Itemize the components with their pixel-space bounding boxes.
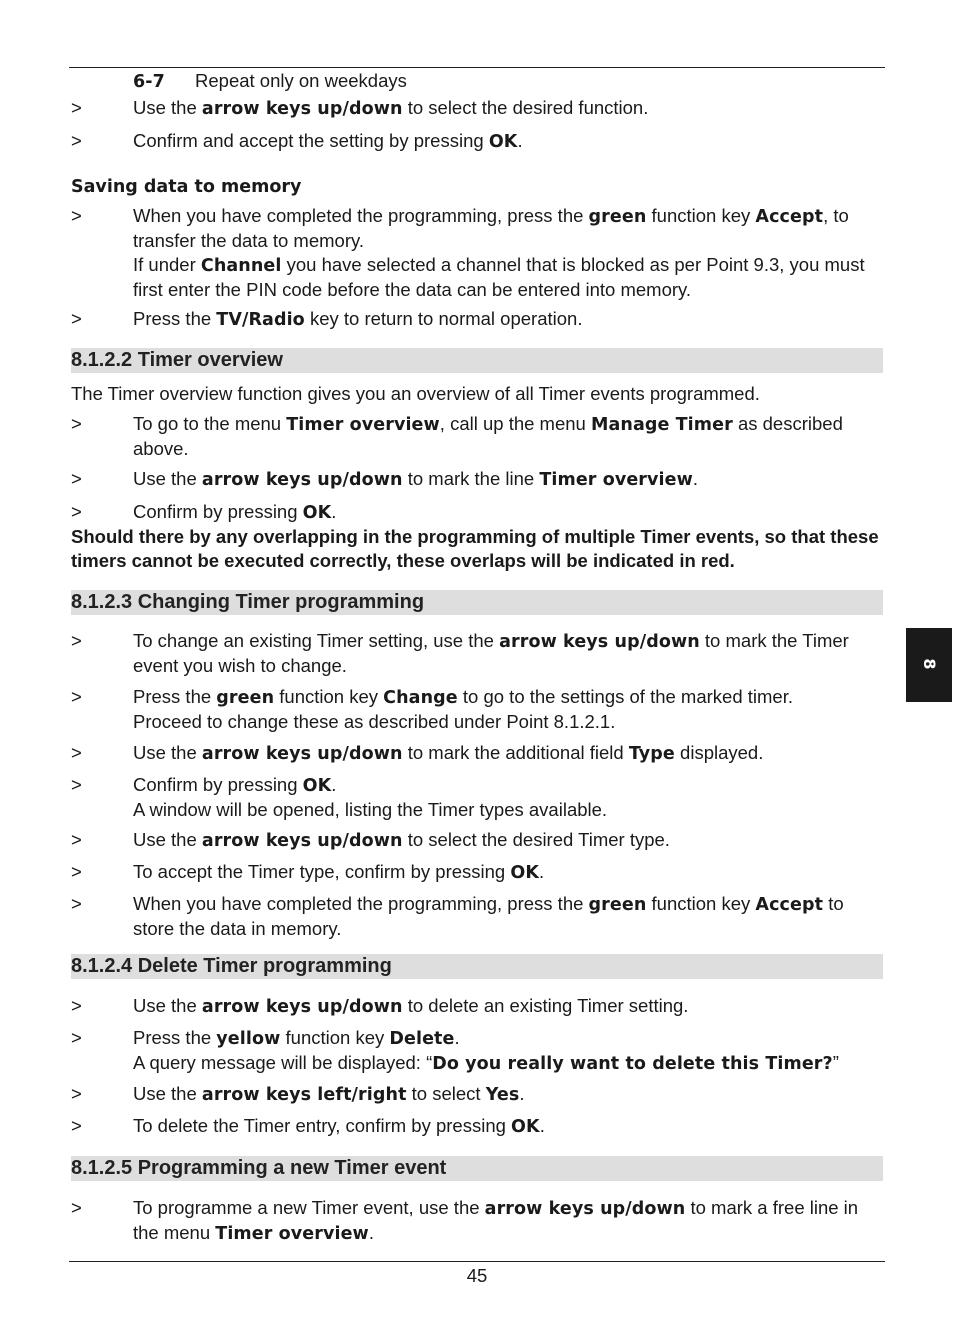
step-marker: > <box>71 630 82 651</box>
keyword: arrow keys up/down <box>499 632 700 652</box>
section-title: 8.1.2.5 Programming a new Timer event <box>71 1157 447 1179</box>
overview-step: Use the arrow keys up/down to mark the line Timer overview. <box>133 468 699 490</box>
keyword: arrow keys up/down <box>201 831 403 851</box>
delete-step: To delete the Timer entry, confirm by pressing OK. <box>133 1115 545 1137</box>
changing-step: Confirm by pressing OK. A window will be opened, listing the Timer types available. <box>133 774 608 820</box>
section-heading-delete <box>71 954 883 979</box>
keyword: TV/Radio <box>216 310 305 330</box>
step-marker: > <box>71 97 82 118</box>
step-marker: > <box>71 130 82 151</box>
step-marker: > <box>71 1083 82 1104</box>
intro-step: Confirm and accept the setting by pressing OK. <box>133 130 523 152</box>
keyword: arrow keys up/down <box>201 997 403 1017</box>
overlap-warning: Should there by any overlapping in the programming of multiple Timer events, so that these timers cannot be executed correctly, these overlaps will be indicated in red. <box>71 526 879 571</box>
section-title: 8.1.2.4 Delete Timer programming <box>71 955 392 977</box>
keyword: green <box>216 688 275 708</box>
new-step: To programme a new Timer event, use the arrow keys up/down to mark a free line in the menu Timer overview. <box>133 1197 859 1244</box>
changing-step: Use the arrow keys up/down to select the desired Timer type. <box>133 829 670 851</box>
option-code-text: 6-7 <box>133 72 165 92</box>
keyword: arrow keys up/down <box>201 470 403 490</box>
step-marker: > <box>71 1115 82 1136</box>
keyword: Timer overview <box>539 470 693 490</box>
page-number: 45 <box>466 1265 488 1286</box>
keyword: OK <box>511 1117 540 1137</box>
step-marker: > <box>71 468 82 489</box>
step-marker: > <box>71 829 82 850</box>
keyword: Channel <box>200 256 282 276</box>
section-heading-changing <box>71 590 883 615</box>
step-marker: > <box>71 742 82 763</box>
keyword: OK <box>302 503 332 523</box>
keyword: arrow keys up/down <box>201 744 403 764</box>
keyword: yellow <box>216 1029 281 1049</box>
step-marker: > <box>71 774 82 795</box>
step-marker: > <box>71 686 82 707</box>
keyword: green <box>588 895 647 915</box>
keyword: arrow keys up/down <box>484 1199 686 1219</box>
overview-step: To go to the menu Timer overview, call up the menu Manage Timer as described above. <box>133 413 843 459</box>
keyword: Timer overview <box>286 415 440 435</box>
keyword: green <box>588 207 647 227</box>
keyword: Type <box>628 744 675 764</box>
keyword: OK <box>510 863 539 883</box>
keyword: Accept <box>755 895 824 915</box>
changing-step: To change an existing Timer setting, use the arrow keys up/down to mark the Timer event you wish to change. <box>133 630 849 676</box>
changing-step: To accept the Timer type, confirm by pressing OK. <box>133 861 545 883</box>
section-heading-new <box>71 1156 883 1181</box>
delete-step: Use the arrow keys left/right to select Yes. <box>133 1083 525 1105</box>
step-marker: > <box>71 308 82 329</box>
keyword: Timer overview <box>215 1224 369 1244</box>
chapter-tab-label: 8 <box>920 658 939 670</box>
chapter-tab <box>906 628 952 702</box>
top-rule <box>69 67 885 68</box>
option-text: Repeat only on weekdays <box>195 70 407 91</box>
step-marker: > <box>71 1027 82 1048</box>
intro-step: Use the arrow keys up/down to select the desired function. <box>133 97 649 119</box>
keyword: Yes <box>485 1085 520 1105</box>
delete-step: Use the arrow keys up/down to delete an existing Timer setting. <box>133 995 689 1017</box>
step-marker: > <box>71 893 82 914</box>
section-title: 8.1.2.2 Timer overview <box>71 349 283 371</box>
keyword: Change <box>383 688 458 708</box>
section-title: 8.1.2.3 Changing Timer programming <box>71 591 425 613</box>
step-marker: > <box>71 861 82 882</box>
step-marker: > <box>71 501 82 522</box>
keyword: arrow keys left/right <box>201 1085 407 1105</box>
changing-step: Press the green function key Change to go to the settings of the marked timer. Proceed to change these as described under Point 8.1.2.1. <box>133 686 793 732</box>
step-marker: > <box>71 995 82 1016</box>
keyword: OK <box>488 132 518 152</box>
keyword: Do you really want to delete this Timer? <box>432 1054 833 1074</box>
bottom-rule <box>69 1261 885 1262</box>
option-code <box>133 69 165 94</box>
changing-step: Use the arrow keys up/down to mark the additional field Type displayed. <box>133 742 764 764</box>
keyword: arrow keys up/down <box>201 99 403 119</box>
overview-paragraph: The Timer overview function gives you an overview of all Timer events programmed. <box>71 383 760 404</box>
changing-step: When you have completed the programming, press the green function key Accept to store the data in memory. <box>133 893 844 939</box>
section-heading-overview <box>71 348 883 373</box>
step-marker: > <box>71 413 82 434</box>
saving-step: When you have completed the programming, press the green function key Accept, to transfer the data to memory. If under Channel you have selected a channel that is blocked as per Point 9.3, you must first enter the PIN code before the data can be entered into memory. <box>133 205 865 300</box>
overview-step: Confirm by pressing OK. <box>133 501 337 523</box>
step-marker: > <box>71 1197 82 1218</box>
saving-heading: Saving data to memory <box>71 177 302 197</box>
keyword: OK <box>302 776 332 796</box>
keyword: Manage Timer <box>590 415 733 435</box>
keyword: Delete <box>389 1029 455 1049</box>
delete-step: Press the yellow function key Delete. A query message will be displayed: “Do you really want to delete this Timer?” <box>133 1027 839 1074</box>
keyword: Accept <box>755 207 824 227</box>
saving-step: Press the TV/Radio key to return to normal operation. <box>133 308 583 330</box>
step-marker: > <box>71 205 82 226</box>
